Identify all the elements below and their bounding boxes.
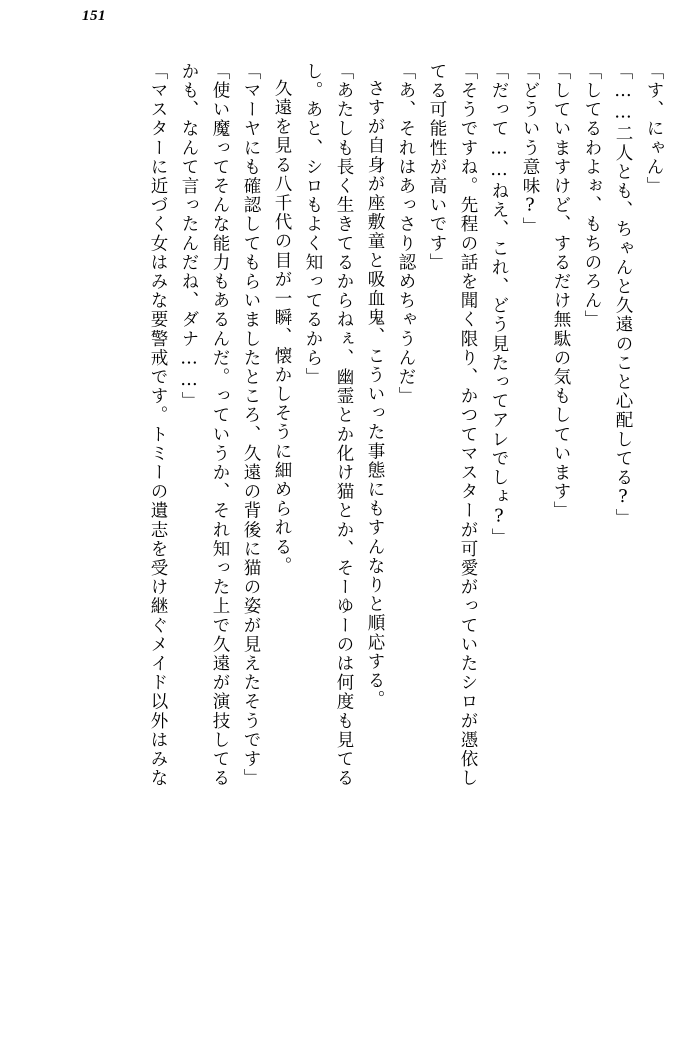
text-line: てる可能性が高いです」 [427, 62, 447, 273]
text-line: 「していますけど、するだけ無駄の気もしています」 [551, 62, 571, 521]
text-line: 「そうですね。先程の話を聞く限り、かつてマスターが可愛がっていたシロが憑依し [458, 62, 478, 788]
text-line: 「す、にゃん」 [644, 62, 664, 196]
text-line: 「どういう意味?」 [520, 62, 540, 237]
text-line: し。あと、シロもよく知ってるから」 [303, 62, 323, 387]
text-line: 「マーヤにも確認してもらいましたところ、久遠の背後に猫の姿が見えたそうです」 [241, 62, 261, 788]
text-line: 「……二人とも、ちゃんと久遠のこと心配してる?」 [613, 62, 633, 528]
text-line: 「してるわよぉ、もちのろん」 [582, 62, 602, 330]
text-line: 久遠を見る八千代の目が一瞬、懐かしそうに細められる。 [272, 79, 292, 576]
page-number: 151 [82, 8, 106, 24]
text-line: 「マスターに近づく女はみな要警戒です。トミーの遺志を受け継ぐメイド以外はみな [148, 62, 168, 788]
text-line: さすが自身が座敷童と吸血鬼、こういった事態にもすんなりと順応する。 [365, 79, 385, 710]
text-line: 「使い魔ってそんな能力もあるんだ。っていうか、それ知った上で久遠が演技してる [210, 62, 230, 788]
text-line: 「あ、それはあっさり認めちゃうんだ」 [396, 62, 416, 406]
text-line: 「だって……ねえ、これ、どう見たってアレでしょ?」 [489, 62, 509, 547]
text-line: かも、なんて言ったんだね、ダナ……」 [179, 62, 199, 411]
vertical-text-block [30, 62, 662, 1037]
text-line: 「あたしも長く生きてるからねぇ、幽霊とか化け猫とか、そーゆーのは何度も見てる [334, 62, 354, 788]
